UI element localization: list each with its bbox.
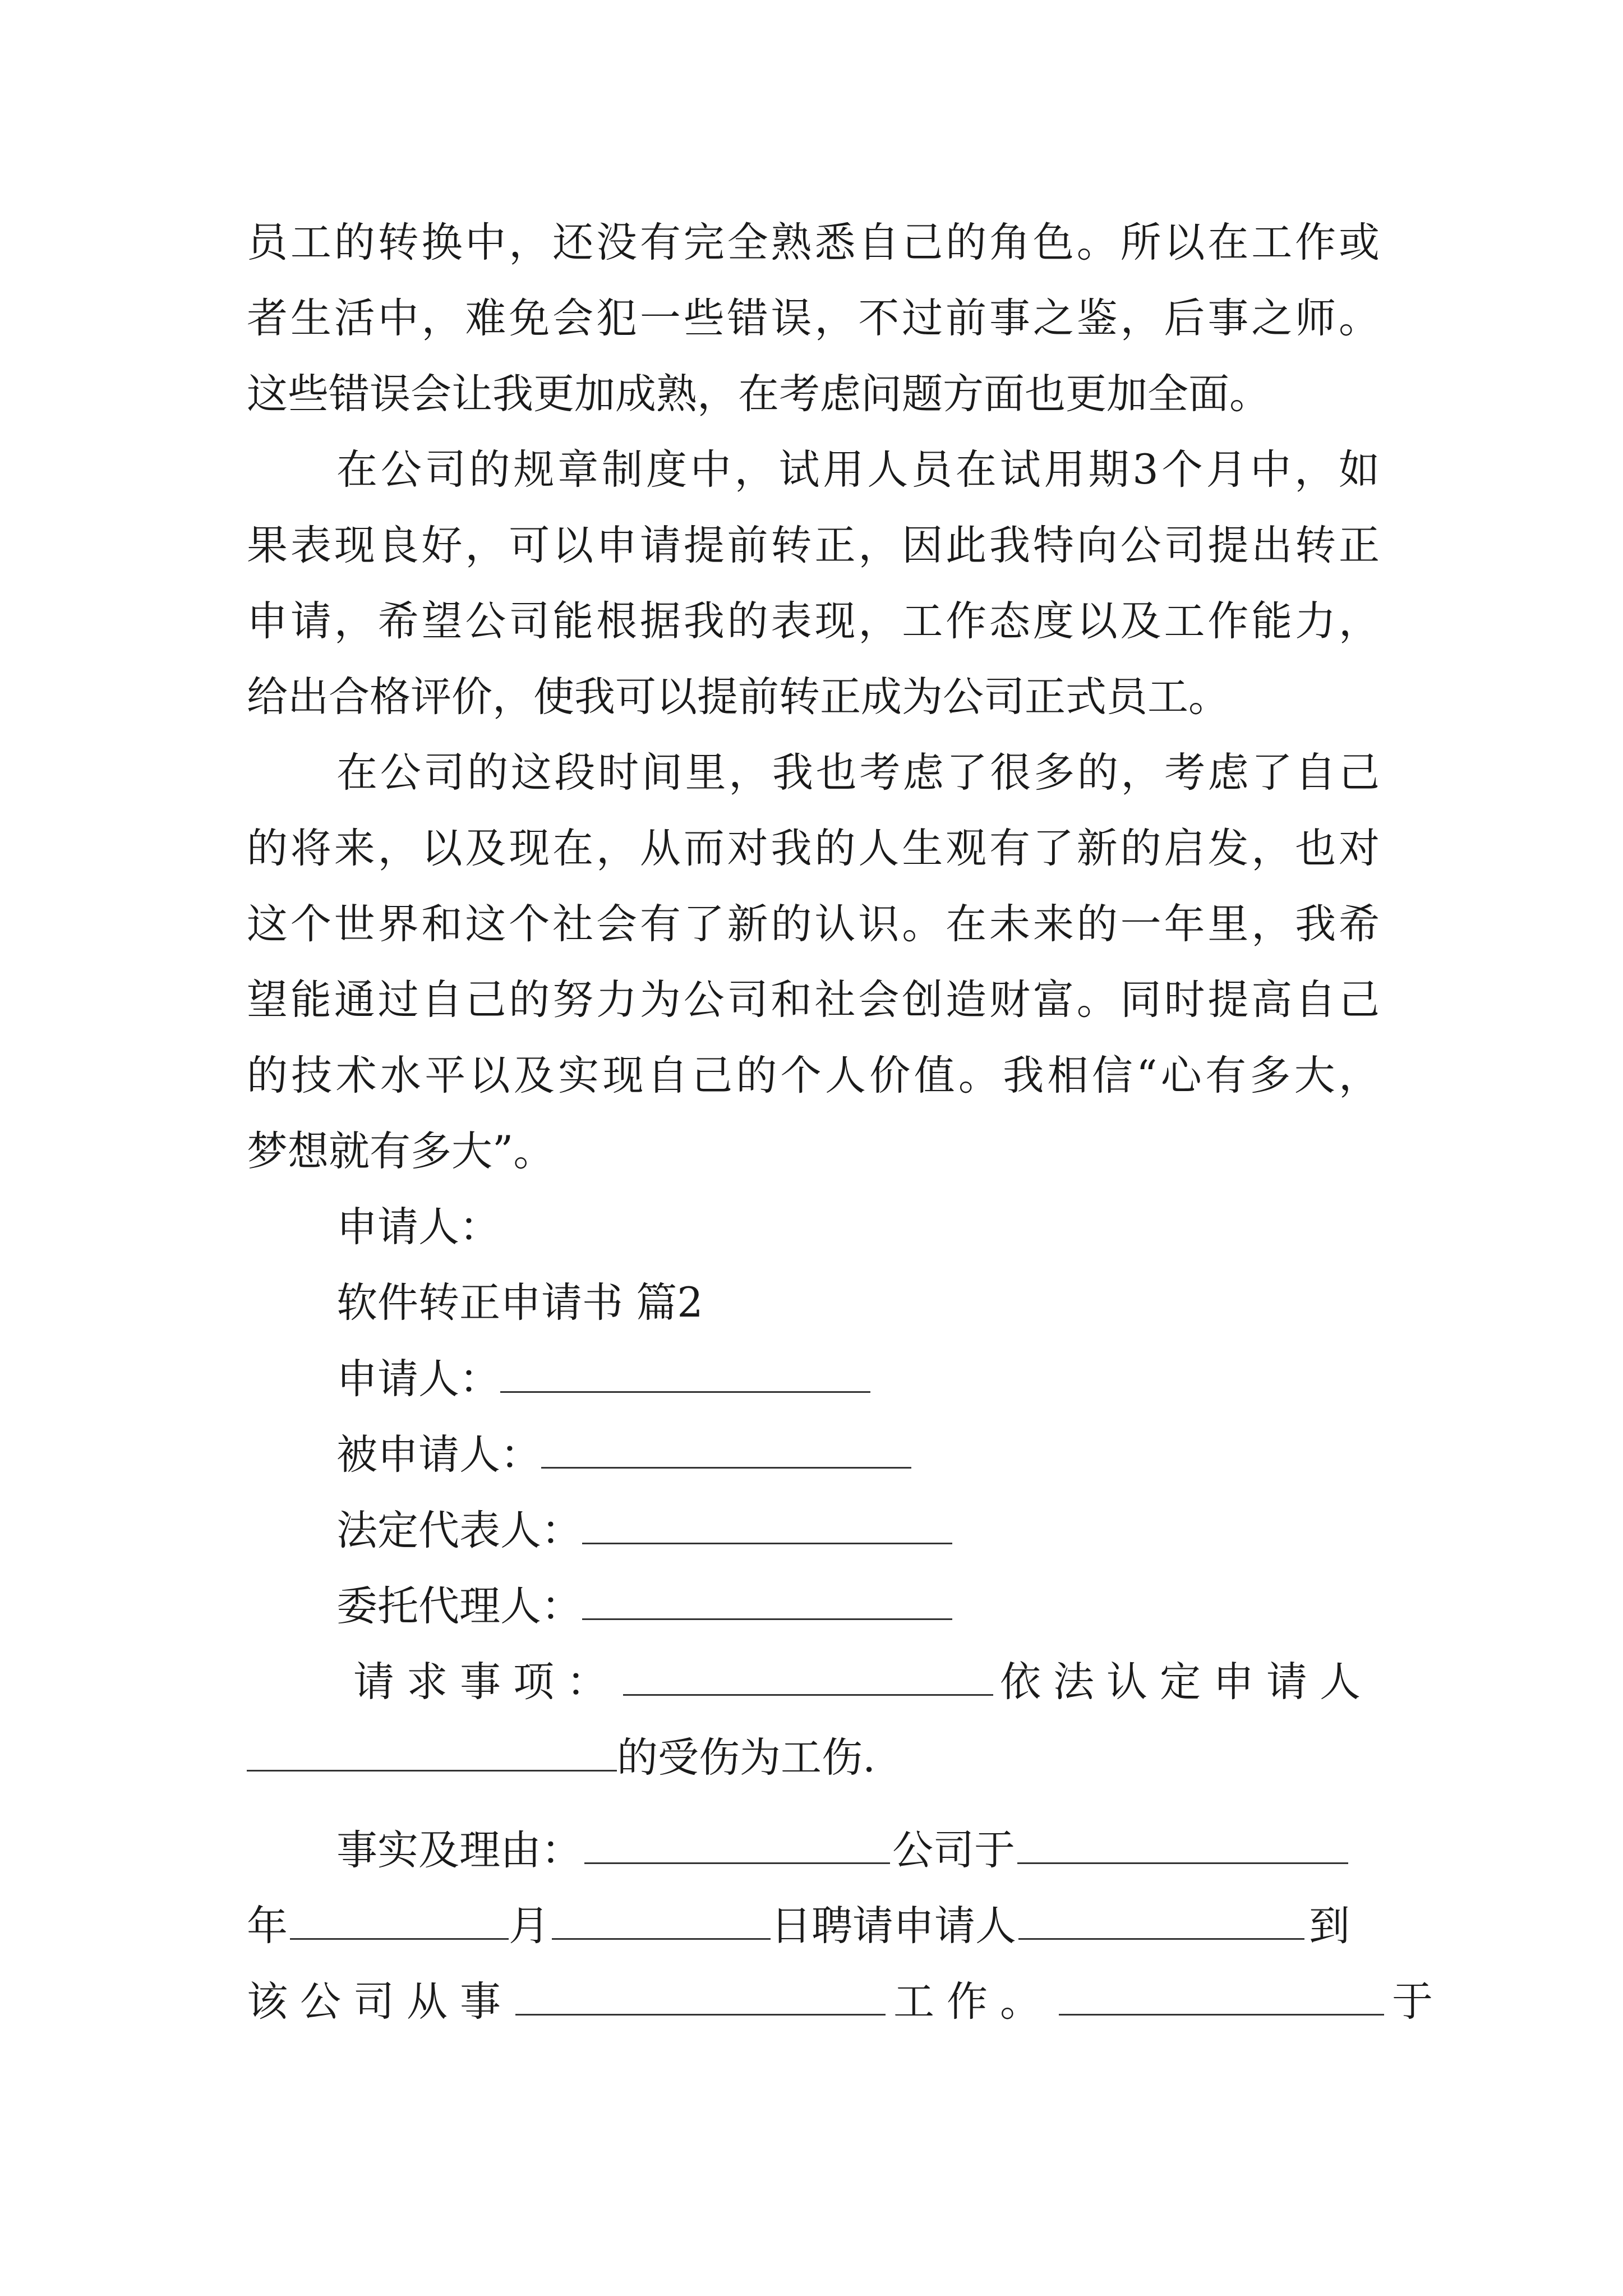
paragraph-1-line-3: 这些错误会让我更加成熟，在考虑问题方面也更加全面。 bbox=[247, 370, 1270, 418]
paragraph-1-line-2: 者生活中，难免会犯一些错误，不过前事之鉴，后事之师。 bbox=[247, 295, 1380, 342]
company-blank[interactable] bbox=[584, 1811, 890, 1864]
request-text-b: 的受伤为工伤. bbox=[617, 1734, 876, 1782]
paragraph-2-line-3: 申请，希望公司能根据我的表现，工作态度以及工作能力， bbox=[247, 597, 1380, 645]
injured-person-blank[interactable] bbox=[247, 1718, 617, 1772]
paragraph-2-line-1: 在公司的规章制度中，试用人员在试用期3个月中，如 bbox=[336, 446, 1380, 494]
year-blank[interactable] bbox=[290, 1887, 509, 1940]
paragraph-1-line-1: 员工的转换中，还没有完全熟悉自己的角色。所以在工作或 bbox=[247, 219, 1380, 266]
paragraph-3-line-3: 这个世界和这个社会有了新的认识。在未来的一年里，我希 bbox=[247, 900, 1380, 948]
to-label: 到 bbox=[1309, 1902, 1350, 1950]
request-blank[interactable] bbox=[623, 1642, 993, 1696]
legal-rep-field-row bbox=[336, 1491, 1380, 1570]
year-label: 年 bbox=[247, 1902, 288, 1950]
company-engaged-label: 该公司从事 bbox=[247, 1978, 513, 2026]
paragraph-3-line-6: 梦想就有多大”。 bbox=[247, 1128, 555, 1175]
month-blank[interactable] bbox=[552, 1887, 771, 1940]
respondent-field-row bbox=[336, 1415, 1380, 1494]
request-row-2 bbox=[247, 1718, 1380, 1797]
section-2-title: 软件转正申请书 篇2 bbox=[336, 1279, 703, 1327]
legal-rep-blank[interactable] bbox=[582, 1491, 952, 1544]
job-blank[interactable] bbox=[515, 1962, 886, 2016]
facts-row-3 bbox=[247, 1962, 1433, 2041]
request-label: 请求事项： bbox=[353, 1658, 620, 1706]
hire-date-blank[interactable] bbox=[1017, 1811, 1348, 1864]
request-row-1 bbox=[353, 1642, 1380, 1721]
applicant-label: 申请人： bbox=[336, 1355, 500, 1403]
facts-label: 事实及理由： bbox=[336, 1826, 582, 1874]
legal-rep-label: 法定代表人： bbox=[336, 1507, 582, 1554]
applicant-blank[interactable] bbox=[500, 1340, 870, 1393]
signature-applicant-label: 申请人： bbox=[336, 1203, 500, 1251]
on-label: 于 bbox=[1392, 1978, 1433, 2026]
paragraph-3-line-4: 望能通过自己的努力为公司和社会创造财富。同时提高自己 bbox=[247, 976, 1380, 1024]
injury-date-blank[interactable] bbox=[1059, 1962, 1384, 2016]
paragraph-3-line-2: 的将来，以及现在，从而对我的人生观有了新的启发，也对 bbox=[247, 825, 1380, 872]
day-hire-label: 日聘请申请人 bbox=[771, 1902, 1016, 1950]
agent-field-row bbox=[336, 1567, 1380, 1645]
respondent-label: 被申请人： bbox=[336, 1431, 541, 1479]
agent-blank[interactable] bbox=[582, 1567, 952, 1620]
paragraph-2-line-4: 给出合格评价，使我可以提前转正成为公司正式员工。 bbox=[247, 673, 1229, 721]
facts-row-2 bbox=[247, 1887, 1380, 1965]
paragraph-2-line-2: 果表现良好，可以申请提前转正，因此我特向公司提出转正 bbox=[247, 522, 1380, 569]
respondent-blank[interactable] bbox=[541, 1415, 911, 1469]
paragraph-3-line-1: 在公司的这段时间里，我也考虑了很多的，考虑了自己 bbox=[336, 749, 1380, 797]
applicant-field-row bbox=[336, 1340, 1380, 1418]
hired-person-blank[interactable] bbox=[1018, 1887, 1304, 1940]
request-text-a: 依法认定申请人 bbox=[1000, 1658, 1373, 1706]
agent-label: 委托代理人： bbox=[336, 1582, 582, 1630]
facts-company-on: 公司于 bbox=[892, 1826, 1015, 1874]
work-label: 工作。 bbox=[893, 1978, 1053, 2026]
facts-row-1 bbox=[336, 1811, 1380, 1889]
month-label: 月 bbox=[509, 1902, 550, 1950]
paragraph-3-line-5: 的技术水平以及实现自己的个人价值。我相信“心有多大， bbox=[247, 1052, 1380, 1099]
